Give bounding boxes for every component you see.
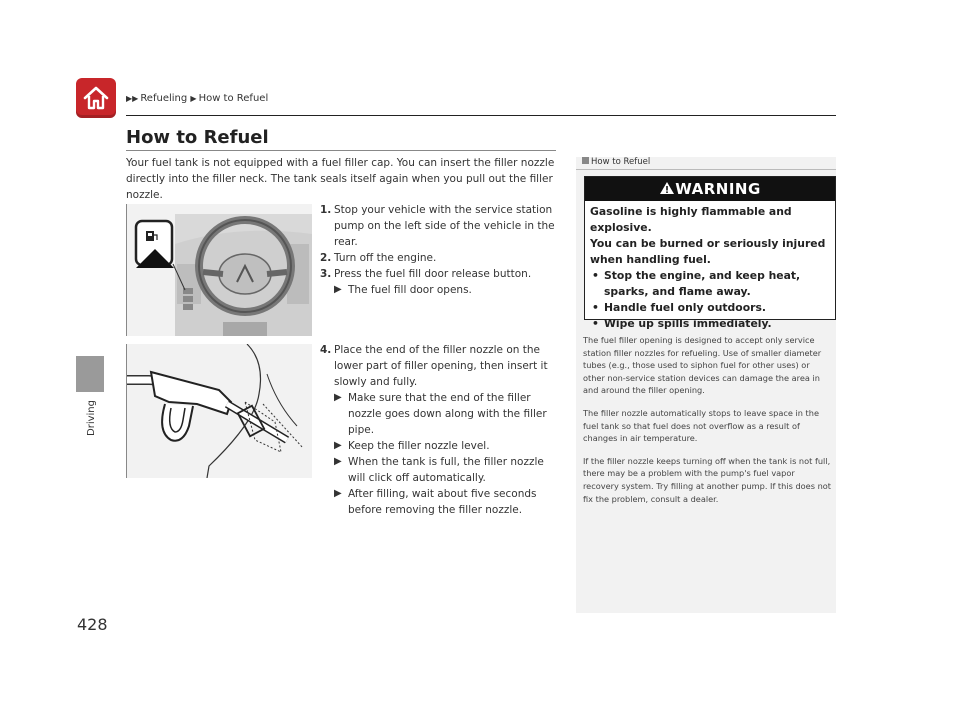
- warning-text: [590, 204, 830, 332]
- dashboard-illustration: [126, 204, 312, 336]
- step-text: Stop your vehicle with the service station pump on the left side of the vehicle in the rear.: [334, 204, 555, 248]
- warning-label: WARNING: [675, 180, 761, 198]
- breadcrumb-item-how-to-refuel[interactable]: How to Refuel: [198, 93, 269, 104]
- arrow-icon: ▶: [334, 284, 342, 295]
- step-substep: [320, 454, 556, 486]
- step-substep: [320, 390, 556, 438]
- steps-group-1: [320, 202, 556, 298]
- notes-panel-divider: [576, 169, 836, 170]
- step-substep: [320, 486, 556, 518]
- warning-header: [585, 177, 835, 201]
- substep-text: Make sure that the end of the filler nozzle goes down along with the filler pipe.: [348, 392, 547, 436]
- page-title: How to Refuel: [126, 127, 269, 148]
- warning-bullet: • Handle fuel only outdoors.: [590, 300, 830, 316]
- arrow-icon: ▶: [334, 440, 342, 451]
- step-item: [320, 342, 556, 390]
- note-paragraph: The filler nozzle automatically stops to leave space in the fuel tank so that fuel does not overflow as a result of changes in air temperature.: [583, 407, 819, 444]
- substep-text: When the tank is full, the filler nozzle will click off automatically.: [348, 456, 544, 484]
- steps-group-2: [320, 342, 556, 518]
- step-substep: [320, 438, 556, 454]
- warning-bullets: [590, 268, 830, 332]
- notes-panel-title: How to Refuel: [591, 157, 651, 167]
- step-item: [320, 250, 556, 266]
- breadcrumb-item-refueling[interactable]: Refueling: [140, 93, 188, 104]
- side-tab-label: Driving: [86, 400, 97, 436]
- note-paragraph: If the filler nozzle keeps turning off when the tank is not full, there may be a problem with the pump's fuel vapor recovery system. Try filling at another pump. If this does not fix the problem, consult a dealer.: [583, 455, 831, 504]
- warning-line: Gasoline is highly flammable and explosive.: [590, 205, 792, 234]
- note-marker-icon: [582, 157, 589, 164]
- note-paragraph: The fuel filler opening is designed to accept only service station filler nozzles for refueling. Use of smaller diameter tubes (e.g., those used to siphon fuel for other uses) or other non-service station devices can damage the area in and around the filler opening.: [583, 335, 822, 396]
- notes-body: [583, 334, 831, 515]
- breadcrumb-arrow-icon: ▶▶: [126, 94, 139, 103]
- filler-nozzle-illustration: [126, 344, 312, 478]
- step-number: 3.: [320, 268, 332, 280]
- substep-text: The fuel fill door opens.: [348, 284, 472, 296]
- arrow-icon: ▶: [334, 392, 342, 403]
- step-number: 2.: [320, 252, 332, 264]
- breadcrumb: [126, 93, 268, 104]
- step-text: Press the fuel fill door release button.: [334, 268, 532, 280]
- house-icon: [82, 84, 110, 112]
- step-number: 4.: [320, 344, 332, 356]
- warning-line: You can be burned or seriously injured when handling fuel.: [590, 237, 826, 266]
- step-item: [320, 202, 556, 250]
- warning-triangle-icon: [659, 181, 675, 195]
- breadcrumb-arrow-icon: ▶: [190, 94, 197, 103]
- step-number: 1.: [320, 204, 332, 216]
- side-tab-marker: [76, 356, 104, 392]
- step-text: Turn off the engine.: [334, 252, 437, 264]
- notes-panel-header: [576, 157, 836, 167]
- page-number: 428: [77, 615, 108, 634]
- substep-text: After filling, wait about five seconds before removing the filler nozzle.: [348, 488, 537, 516]
- header-divider: [126, 115, 836, 116]
- title-divider: [126, 150, 556, 151]
- substep-text: Keep the filler nozzle level.: [348, 440, 490, 452]
- intro-paragraph: Your fuel tank is not equipped with a fuel filler cap. You can insert the filler nozzle directly into the filler neck. The tank seals itself again when you pull out the filler nozzle.: [126, 157, 555, 201]
- warning-bullet: • Stop the engine, and keep heat, sparks, and flame away.: [590, 268, 830, 300]
- step-substep: [320, 282, 556, 298]
- step-item: [320, 266, 556, 282]
- step-text: Place the end of the filler nozzle on the lower part of filler opening, then insert it slowly and fully.: [334, 344, 548, 388]
- warning-bullet: • Wipe up spills immediately.: [590, 316, 830, 332]
- arrow-icon: ▶: [334, 488, 342, 499]
- home-icon[interactable]: [76, 78, 116, 118]
- arrow-icon: ▶: [334, 456, 342, 467]
